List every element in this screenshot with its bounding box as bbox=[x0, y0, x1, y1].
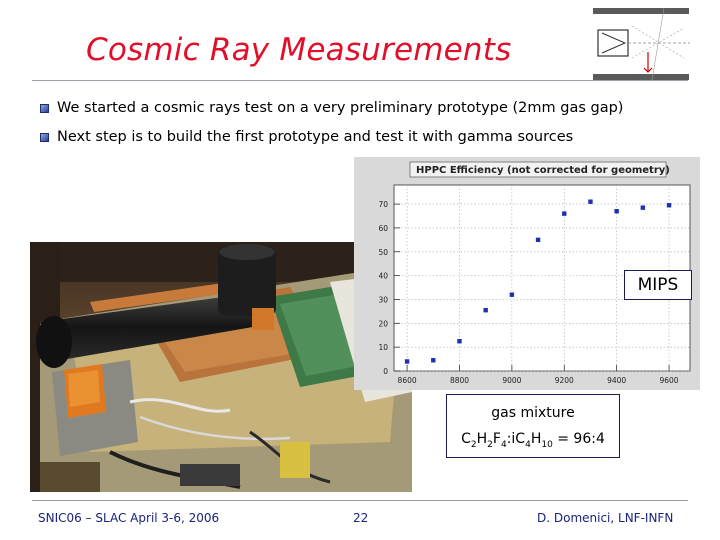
footer-divider bbox=[32, 500, 688, 501]
bullet-square-icon bbox=[40, 104, 49, 113]
bullet-square-icon bbox=[40, 133, 49, 142]
y-tick-label: 0 bbox=[383, 367, 388, 376]
y-tick-label: 60 bbox=[378, 223, 388, 233]
bullet-item bbox=[40, 129, 573, 145]
data-point bbox=[562, 211, 566, 215]
data-point bbox=[667, 203, 671, 207]
y-tick-label: 30 bbox=[378, 295, 388, 305]
x-tick-label: 9600 bbox=[659, 376, 679, 385]
bullet-item bbox=[40, 100, 623, 116]
data-point bbox=[510, 292, 514, 296]
bullet-text: Next step is to build the first prototype and test it with gamma sources bbox=[57, 129, 574, 145]
footer-author: D. Domenici, LNF-INFN bbox=[537, 511, 674, 525]
y-tick-label: 10 bbox=[378, 343, 388, 353]
data-point bbox=[588, 199, 592, 203]
x-tick-label: 9000 bbox=[502, 376, 522, 385]
gas-mixture-box bbox=[446, 394, 620, 458]
data-point bbox=[405, 359, 409, 363]
gas-mixture-formula: $C_2H_2F_4:iC_4H_{10}$ = 96:4 bbox=[461, 431, 605, 450]
y-tick-label: 20 bbox=[378, 319, 388, 329]
data-point bbox=[536, 238, 540, 242]
chart-title: HPPC Efficiency (not corrected for geometry) bbox=[416, 165, 670, 176]
gas-mixture-label: gas mixture bbox=[491, 405, 575, 421]
y-tick-label: 50 bbox=[378, 247, 388, 257]
footer-page-number: 22 bbox=[353, 511, 369, 525]
x-tick-label: 8800 bbox=[449, 376, 470, 385]
title-divider bbox=[32, 80, 688, 81]
bullet-text: We started a cosmic rays test on a very preliminary prototype (2mm gas gap) bbox=[57, 100, 624, 116]
x-tick-label: 8600 bbox=[397, 376, 417, 385]
y-tick-label: 40 bbox=[378, 271, 388, 281]
footer-conference: SNIC06 – SLAC April 3-6, 2006 bbox=[38, 511, 220, 525]
slide-title: Cosmic Ray Measurements bbox=[86, 32, 512, 68]
data-point bbox=[483, 308, 487, 312]
data-point bbox=[457, 339, 461, 343]
data-point bbox=[641, 205, 645, 209]
y-tick-label: 70 bbox=[378, 200, 388, 210]
mips-label-box: MIPS bbox=[624, 270, 692, 300]
x-tick-label: 9200 bbox=[554, 376, 574, 385]
data-point bbox=[431, 358, 435, 362]
data-point bbox=[614, 209, 618, 213]
chamber-diagram-logo bbox=[592, 6, 692, 82]
x-tick-label: 9400 bbox=[607, 376, 627, 385]
